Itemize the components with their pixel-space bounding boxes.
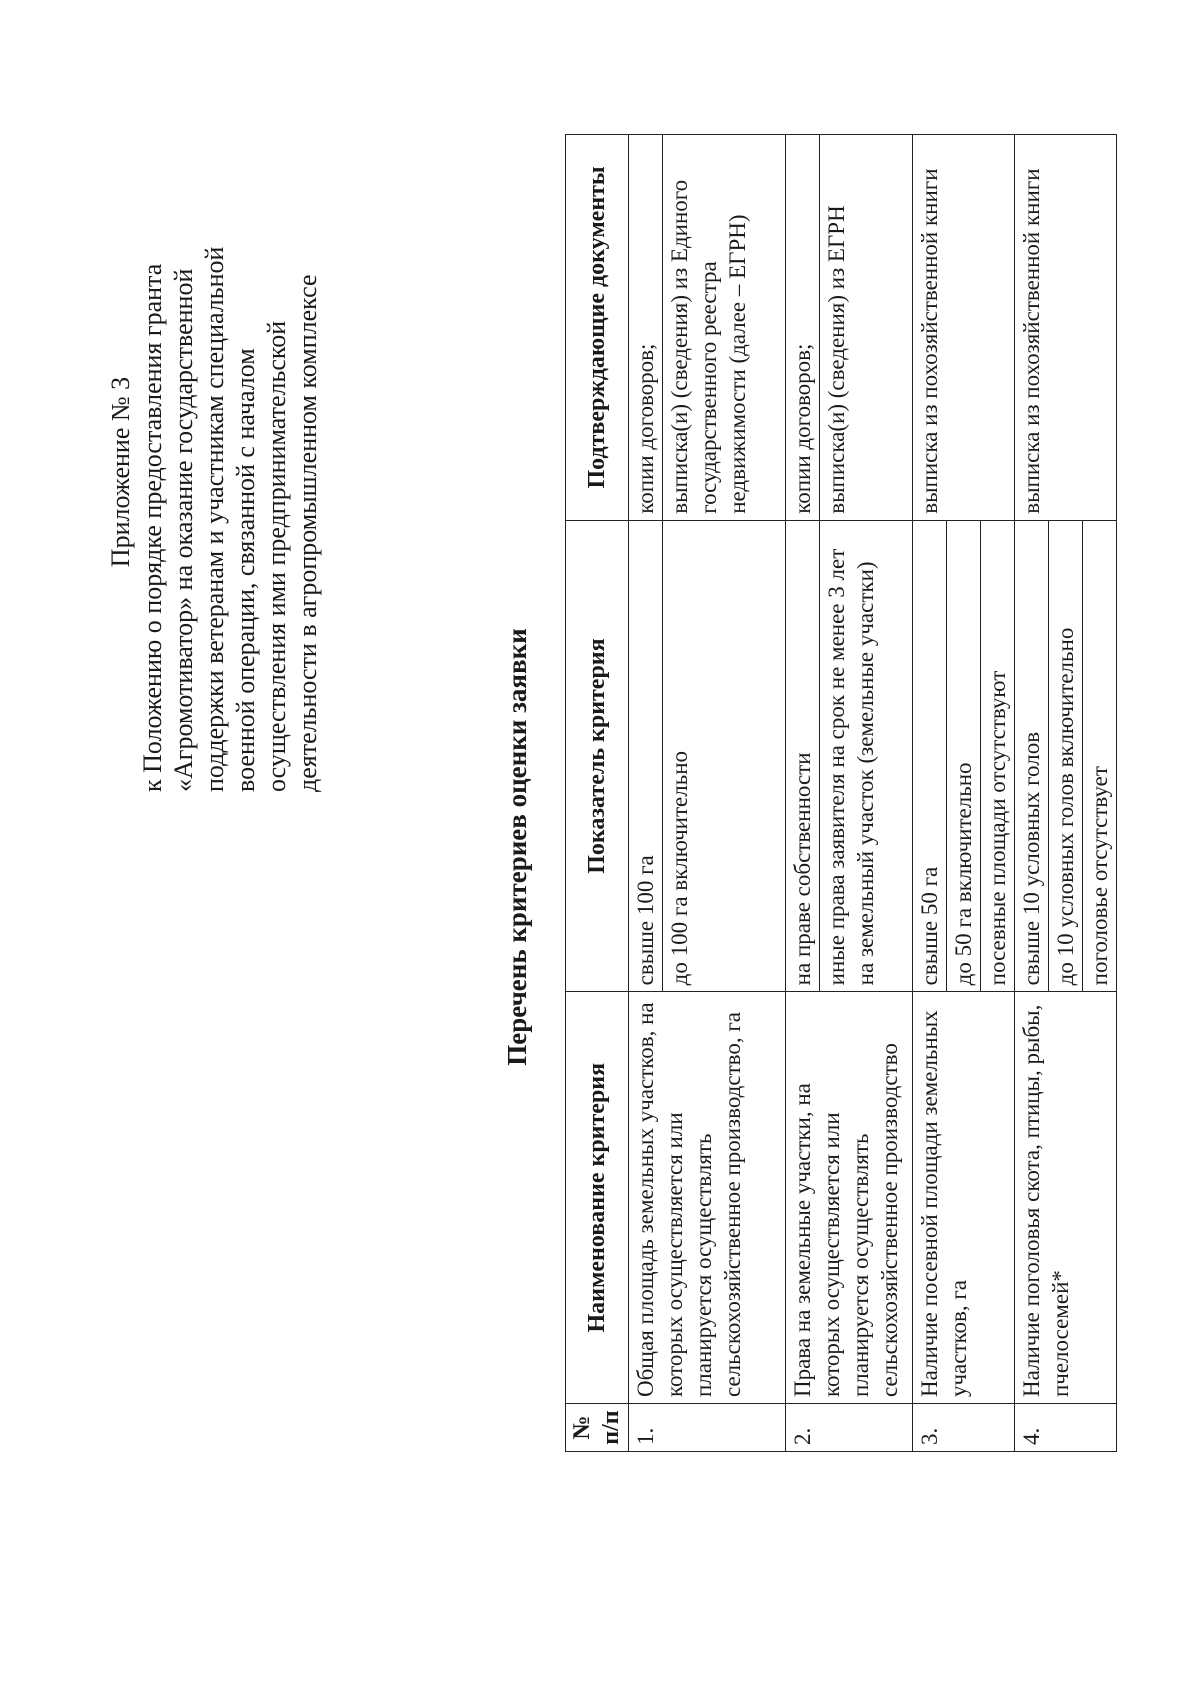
annex-line: «Агромотиватор» на оказание государственной — [169, 268, 198, 792]
annex-line: к Положению о порядке предоставления гранта — [138, 263, 167, 792]
row-name: Общая площадь земельных участков, на которых осуществляется или планируется осуществлять сельскохозяйственное производство, га — [629, 992, 786, 1404]
row-indicator: свыше 50 га — [913, 520, 947, 992]
annex-line: осуществления ими предпринимательской — [262, 320, 291, 792]
row-doc: выписка из похозяйственной книги — [1015, 135, 1117, 521]
row-doc: выписка(и) (сведения) из Единого государственного реестра недвижимости (далее – ЕГРН) — [663, 135, 786, 521]
row-num: 4. — [1015, 1404, 1117, 1452]
row-doc: копии договоров; — [786, 135, 820, 521]
row-indicator: посевные площади отсутствуют — [981, 520, 1015, 992]
row-doc: копии договоров; — [629, 135, 663, 521]
row-doc: выписка(и) (сведения) из ЕГРН — [820, 135, 913, 521]
row-doc: выписка из похозяйственной книги — [913, 135, 1015, 521]
row-num: 2. — [786, 1404, 913, 1452]
row-num: 1. — [629, 1404, 786, 1452]
row-name: Наличие поголовья скота, птицы, рыбы, пчелосемей* — [1015, 992, 1117, 1404]
document-title: Перечень критериев оценки заявки — [502, 628, 532, 1066]
header-num: № п/п — [566, 1404, 629, 1452]
row-name: Наличие посевной площади земельных участков, га — [913, 992, 1015, 1404]
row-name: Права на земельные участки, на которых осуществляется или планируется осуществлять сельскохозяйственное производство — [786, 992, 913, 1404]
row-indicator: иные права заявителя на срок не менее 3 лет на земельный участок (земельные участки) — [820, 520, 913, 992]
header-docs: Подтверждающие документы — [566, 135, 629, 521]
annex-number: Приложение № 3 — [106, 376, 135, 568]
row-indicator: свыше 10 условных голов — [1015, 520, 1049, 992]
annex-line: поддержки ветеранам и участникам специальной — [200, 246, 229, 792]
table-row — [629, 135, 663, 1452]
criteria-table — [565, 134, 1117, 1452]
annex-line: военной операции, связанной с началом — [231, 348, 260, 792]
header-name: Наименование критерия — [566, 992, 629, 1404]
row-indicator: поголовье отсутствует — [1083, 520, 1117, 992]
row-indicator: на праве собственности — [786, 520, 820, 992]
row-indicator: до 50 га включительно — [947, 520, 981, 992]
header-indicator: Показатель критерия — [566, 520, 629, 992]
table-header-row — [566, 135, 629, 1452]
row-indicator: до 100 га включительно — [663, 520, 786, 992]
table-row — [786, 135, 820, 1452]
table-row — [1015, 135, 1049, 1452]
annex-line: деятельности в агропромышленном комплексе — [293, 274, 322, 792]
row-indicator: свыше 100 га — [629, 520, 663, 992]
annex-header — [105, 152, 323, 792]
table-row — [913, 135, 947, 1452]
row-num: 3. — [913, 1404, 1015, 1452]
row-indicator: до 10 условных голов включительно — [1049, 520, 1083, 992]
